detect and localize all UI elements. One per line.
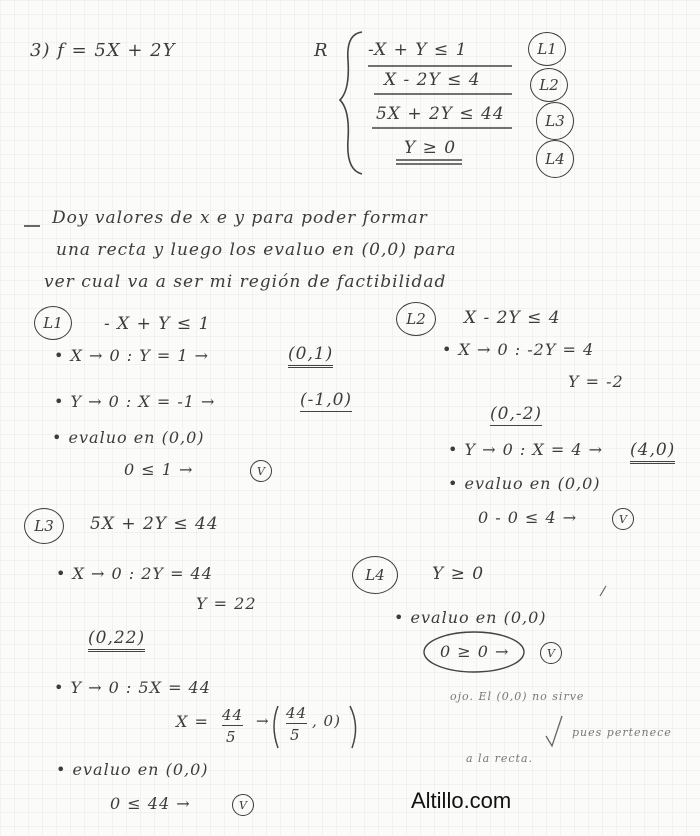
l4-check-icon: V bbox=[540, 642, 562, 664]
label-l2-circle: L2 bbox=[530, 68, 568, 102]
constraint-3: 5X + 2Y ≤ 44 bbox=[376, 104, 505, 124]
constraint-1: -X + Y ≤ 1 bbox=[368, 40, 468, 60]
l3-step-1: • X → 0 : 2Y = 44 bbox=[56, 564, 213, 583]
l3-frac-num: 44 bbox=[222, 706, 244, 724]
l3-eval-label: • evaluo en (0,0) bbox=[56, 760, 209, 779]
l2-step-1: • X → 0 : -2Y = 4 bbox=[442, 340, 595, 359]
l3-circle: L3 bbox=[24, 508, 64, 544]
l3-frac-prefix: X = bbox=[176, 712, 209, 731]
note-line-3: a la recta. bbox=[466, 752, 534, 765]
l4-eval-label: • evaluo en (0,0) bbox=[394, 608, 547, 627]
l3-frac-den: 5 bbox=[226, 728, 237, 746]
intro-line-2: una recta y luego los evaluo en (0,0) para bbox=[56, 240, 457, 260]
l3-arrow: → bbox=[256, 712, 270, 730]
l1-circle: L1 bbox=[34, 306, 72, 340]
l2-step-2: • Y → 0 : X = 4 → bbox=[448, 440, 604, 459]
l2-eval: 0 - 0 ≤ 4 → bbox=[478, 508, 578, 527]
problem-statement: 3) f = 5X + 2Y bbox=[30, 40, 176, 61]
label-l3-circle: L3 bbox=[536, 102, 574, 140]
constraint-4: Y ≥ 0 bbox=[404, 138, 457, 158]
l1-point-1: (0,1) bbox=[288, 344, 333, 368]
note-line-2: pues pertenece bbox=[572, 726, 672, 739]
l4-title: Y ≥ 0 bbox=[432, 564, 485, 584]
l3-step-1b: Y = 22 bbox=[196, 594, 257, 613]
l1-eval-label: • evaluo en (0,0) bbox=[52, 428, 205, 447]
l1-title: - X + Y ≤ 1 bbox=[104, 314, 211, 334]
l2-step-1b: Y = -2 bbox=[568, 372, 624, 391]
note-line-1: ojo. El (0,0) no sirve bbox=[450, 690, 585, 703]
l2-check-icon: V bbox=[612, 508, 634, 530]
l3-point-2-tail: , 0) bbox=[312, 712, 341, 730]
l3-point-2-den: 5 bbox=[290, 726, 301, 744]
constraint-2: X - 2Y ≤ 4 bbox=[384, 70, 481, 90]
label-l4-circle: L4 bbox=[536, 140, 574, 178]
intro-line-3: ver cual va a ser mi región de factibilidad bbox=[44, 272, 447, 292]
intro-line-1: Doy valores de x e y para poder formar bbox=[52, 208, 428, 228]
l3-title: 5X + 2Y ≤ 44 bbox=[90, 514, 219, 534]
l3-point-1: (0,22) bbox=[88, 628, 145, 652]
l1-eval: 0 ≤ 1 → bbox=[124, 460, 194, 479]
l1-point-2: (-1,0) bbox=[300, 390, 353, 410]
l1-check-icon: V bbox=[250, 460, 272, 482]
label-l1-circle: L1 bbox=[528, 32, 566, 66]
l2-circle: L2 bbox=[396, 302, 436, 336]
l1-step-1: • X → 0 : Y = 1 → bbox=[54, 346, 210, 365]
l3-check-icon: V bbox=[232, 794, 254, 816]
altillo-watermark: Altillo.com bbox=[411, 788, 512, 813]
l3-step-2: • Y → 0 : 5X = 44 bbox=[54, 678, 211, 697]
l2-eval-label: • evaluo en (0,0) bbox=[448, 474, 601, 493]
l3-point-2-num: 44 bbox=[286, 704, 308, 722]
l4-circle: L4 bbox=[352, 556, 398, 594]
l2-point-2: (4,0) bbox=[630, 440, 675, 464]
l3-eval: 0 ≤ 44 → bbox=[110, 794, 191, 813]
l2-point-1: (0,-2) bbox=[490, 404, 543, 424]
l1-step-2: • Y → 0 : X = -1 → bbox=[54, 392, 216, 411]
l2-title: X - 2Y ≤ 4 bbox=[464, 308, 561, 328]
system-letter: R bbox=[314, 40, 329, 61]
l4-eval: 0 ≥ 0 → bbox=[440, 642, 510, 661]
